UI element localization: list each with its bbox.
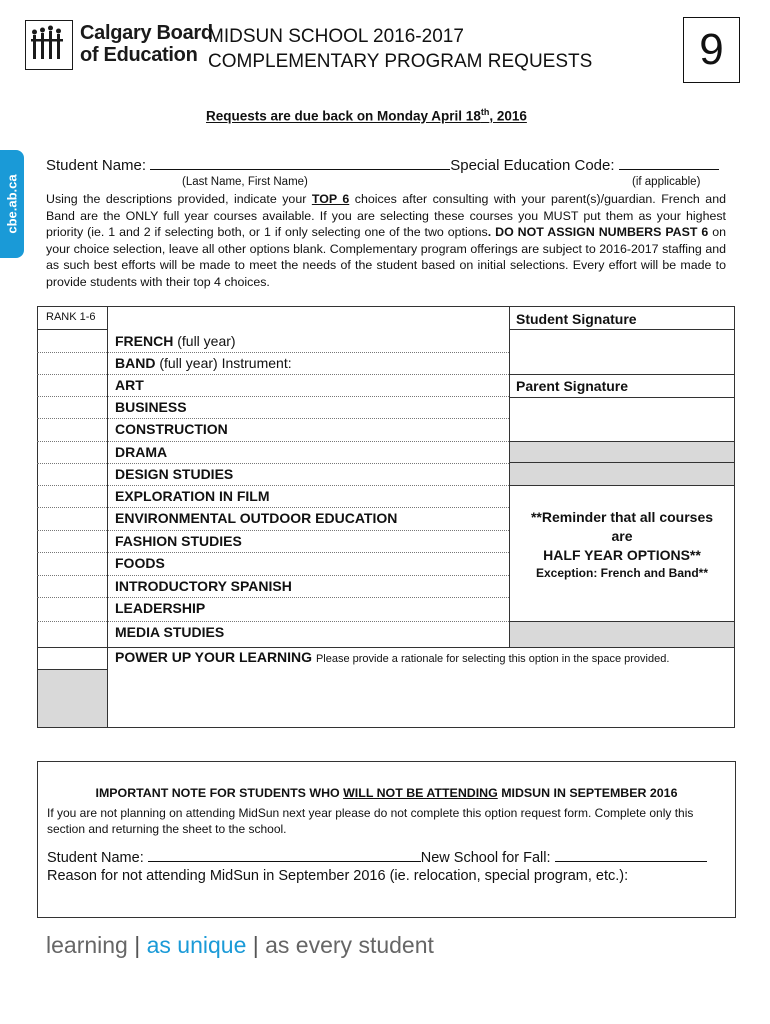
course-row [115,444,167,460]
cbe-side-tab [0,150,24,258]
note-title-a: IMPORTANT NOTE FOR STUDENTS WHO [95,786,344,800]
course-detail: (full year) [173,333,236,349]
parent-signature-label: Parent Signature [516,378,629,394]
cbe-logo-wordmark [80,22,213,66]
row-divider [37,374,509,375]
course-name: ENVIRONMENTAL OUTDOOR EDUCATION [115,510,398,526]
course-name: FOODS [115,555,165,571]
not-attending-box [37,761,736,918]
row-divider [37,396,509,397]
instr-p4: on your choice selection, leave all other options blank. Complementary program offerings are subject to 2016-2017 staffing and as such best efforts will be made to meet the needs of the student based on initial selections. Every effort will be made to provide students with their top 4 choices. [46,225,727,289]
course-row [115,533,242,549]
course-row [115,600,205,616]
rank-input-cell[interactable] [38,354,107,375]
student-signature-field[interactable] [510,330,734,374]
instructions-paragraph [46,191,726,290]
student-name-label: Student Name: [46,157,147,174]
row-divider [37,441,509,442]
row-divider [37,418,509,419]
sig-line-2 [509,374,735,375]
course-name: DESIGN STUDIES [115,466,234,482]
reminder-line-3: HALF YEAR OPTIONS** [543,547,701,563]
course-row [115,333,236,349]
new-school-field[interactable] [555,847,707,862]
rank-input-cell[interactable] [38,577,107,598]
gray-cell-1 [510,442,734,462]
course-row [115,466,233,482]
grade-number: 9 [699,25,724,74]
gray-cell-3 [510,622,734,647]
reminder-exception: Exception: French and Band** [535,566,709,580]
course-name: BAND [115,355,156,371]
rank-input-cell[interactable] [38,487,107,508]
course-name: ART [115,377,144,393]
power-up-label: POWER UP YOUR LEARNING [115,649,313,665]
due-sup: th [480,107,490,117]
rank-input-cell[interactable] [38,532,107,553]
cbe-logo-mark [25,20,73,70]
course-row [115,510,397,526]
tagline-every-student: as every student [265,932,434,958]
due-end: , 2016 [489,108,527,124]
student-name-field[interactable] [150,155,450,170]
name-hint: (Last Name, First Name) [182,176,308,188]
title-line-2: COMPLEMENTARY PROGRAM REQUESTS [208,51,593,72]
rank-input-cell[interactable] [38,623,107,644]
due-date-notice [206,107,527,124]
note-student-row [47,847,707,866]
course-name: BUSINESS [115,399,187,415]
instr-p2: choices after consulting with your parent(s)/guardian. French and Band are the ONLY full year courses available. If you are selecting these courses you MUST put them as your highest priority (ie. 1 and 2 if selecting both, or 1 if only selecting one of the two options [46,192,726,239]
row-divider [37,575,509,576]
student-name-row [46,155,719,174]
course-name: INTRODUCTORY SPANISH [115,578,292,594]
course-name: FRENCH [115,333,174,349]
note-name-label: Student Name: [47,850,144,866]
course-name: DRAMA [115,444,168,460]
course-row [115,624,224,640]
rank-bottom-line [37,669,107,670]
sped-code-label: Special Education Code: [450,157,615,174]
new-school-label: New School for Fall: [420,850,551,866]
parent-signature-field[interactable] [510,398,734,441]
due-text: Requests are due back on Monday April 18 [206,108,481,124]
course-row [115,355,292,371]
row-divider [37,552,509,553]
rank-input-cell[interactable] [38,398,107,419]
rank-column-divider [107,306,108,728]
course-row [115,578,292,594]
course-detail: (full year) Instrument: [155,355,292,371]
not-attending-text: If you are not planning on attending MidSun next year please do not complete this option request form. Complete only this section and returning the sheet to the school. [47,806,694,836]
sped-code-field[interactable] [619,155,719,170]
title-line-1: MIDSUN SCHOOL 2016-2017 [208,26,464,47]
row-divider [37,621,509,622]
sped-hint: (if applicable) [632,176,701,188]
instr-p1: Using the descriptions provided, indicate your [46,192,312,206]
course-row [115,488,270,504]
student-signature-label: Student Signature [516,311,637,327]
rank-input-cell[interactable] [38,376,107,397]
tagline-as-unique: as unique [146,932,247,958]
course-row [115,555,165,571]
course-name: FASHION STUDIES [115,533,242,549]
course-name: CONSTRUCTION [115,421,228,437]
rank-header: RANK 1-6 [46,311,96,323]
power-up-line [37,647,735,648]
course-name: EXPLORATION IN FILM [115,488,270,504]
reason-label: Reason for not attending MidSun in September 2016 (ie. relocation, special program, etc.): [47,868,629,884]
not-attending-title [37,786,736,800]
grade-box [683,17,740,83]
course-row [115,377,144,393]
rank-input-cell[interactable] [38,599,107,620]
reminder-line-1: **Reminder that all courses [530,509,714,525]
note-name-field[interactable] [148,847,421,862]
sig-line-6 [509,485,735,486]
row-divider [37,507,509,508]
course-row [115,421,228,437]
side-tab-label: cbe.ab.ca [4,174,20,234]
rank-input-cell[interactable] [38,554,107,575]
reminder-line-2: are [611,528,633,544]
rank-header-line [37,329,107,330]
rank-input-cell[interactable] [38,465,107,486]
rank-input-cell[interactable] [38,420,107,441]
gray-cell-rank [38,669,107,727]
instr-p3: . DO NOT ASSIGN NUMBERS PAST 6 [487,225,709,239]
note-title-b: MIDSUN IN SEPTEMBER 2016 [497,786,678,800]
instr-top6: TOP 6 [311,192,350,206]
note-title-underlined: WILL NOT BE ATTENDING [343,786,498,800]
row-divider [37,485,509,486]
cbe-tagline: learning | as unique | as every student [46,932,434,958]
power-up-row [115,649,669,665]
course-name: LEADERSHIP [115,600,206,616]
rank-input-cell[interactable] [38,443,107,464]
course-name: MEDIA STUDIES [115,624,225,640]
half-year-reminder [512,508,732,582]
rank-input-cell[interactable] [38,332,107,353]
page-title [208,24,592,74]
tagline-learning: learning [46,932,128,958]
gray-cell-2 [510,463,734,485]
logo-line-2: of Education [80,44,198,66]
row-divider [37,530,509,531]
row-divider [37,597,509,598]
row-divider [37,352,509,353]
row-divider [37,463,509,464]
course-row [115,399,187,415]
logo-line-1: Calgary Board [80,22,213,44]
power-up-note: Please provide a rationale for selecting this option in the space provided. [315,653,670,665]
rank-input-cell[interactable] [38,509,107,530]
